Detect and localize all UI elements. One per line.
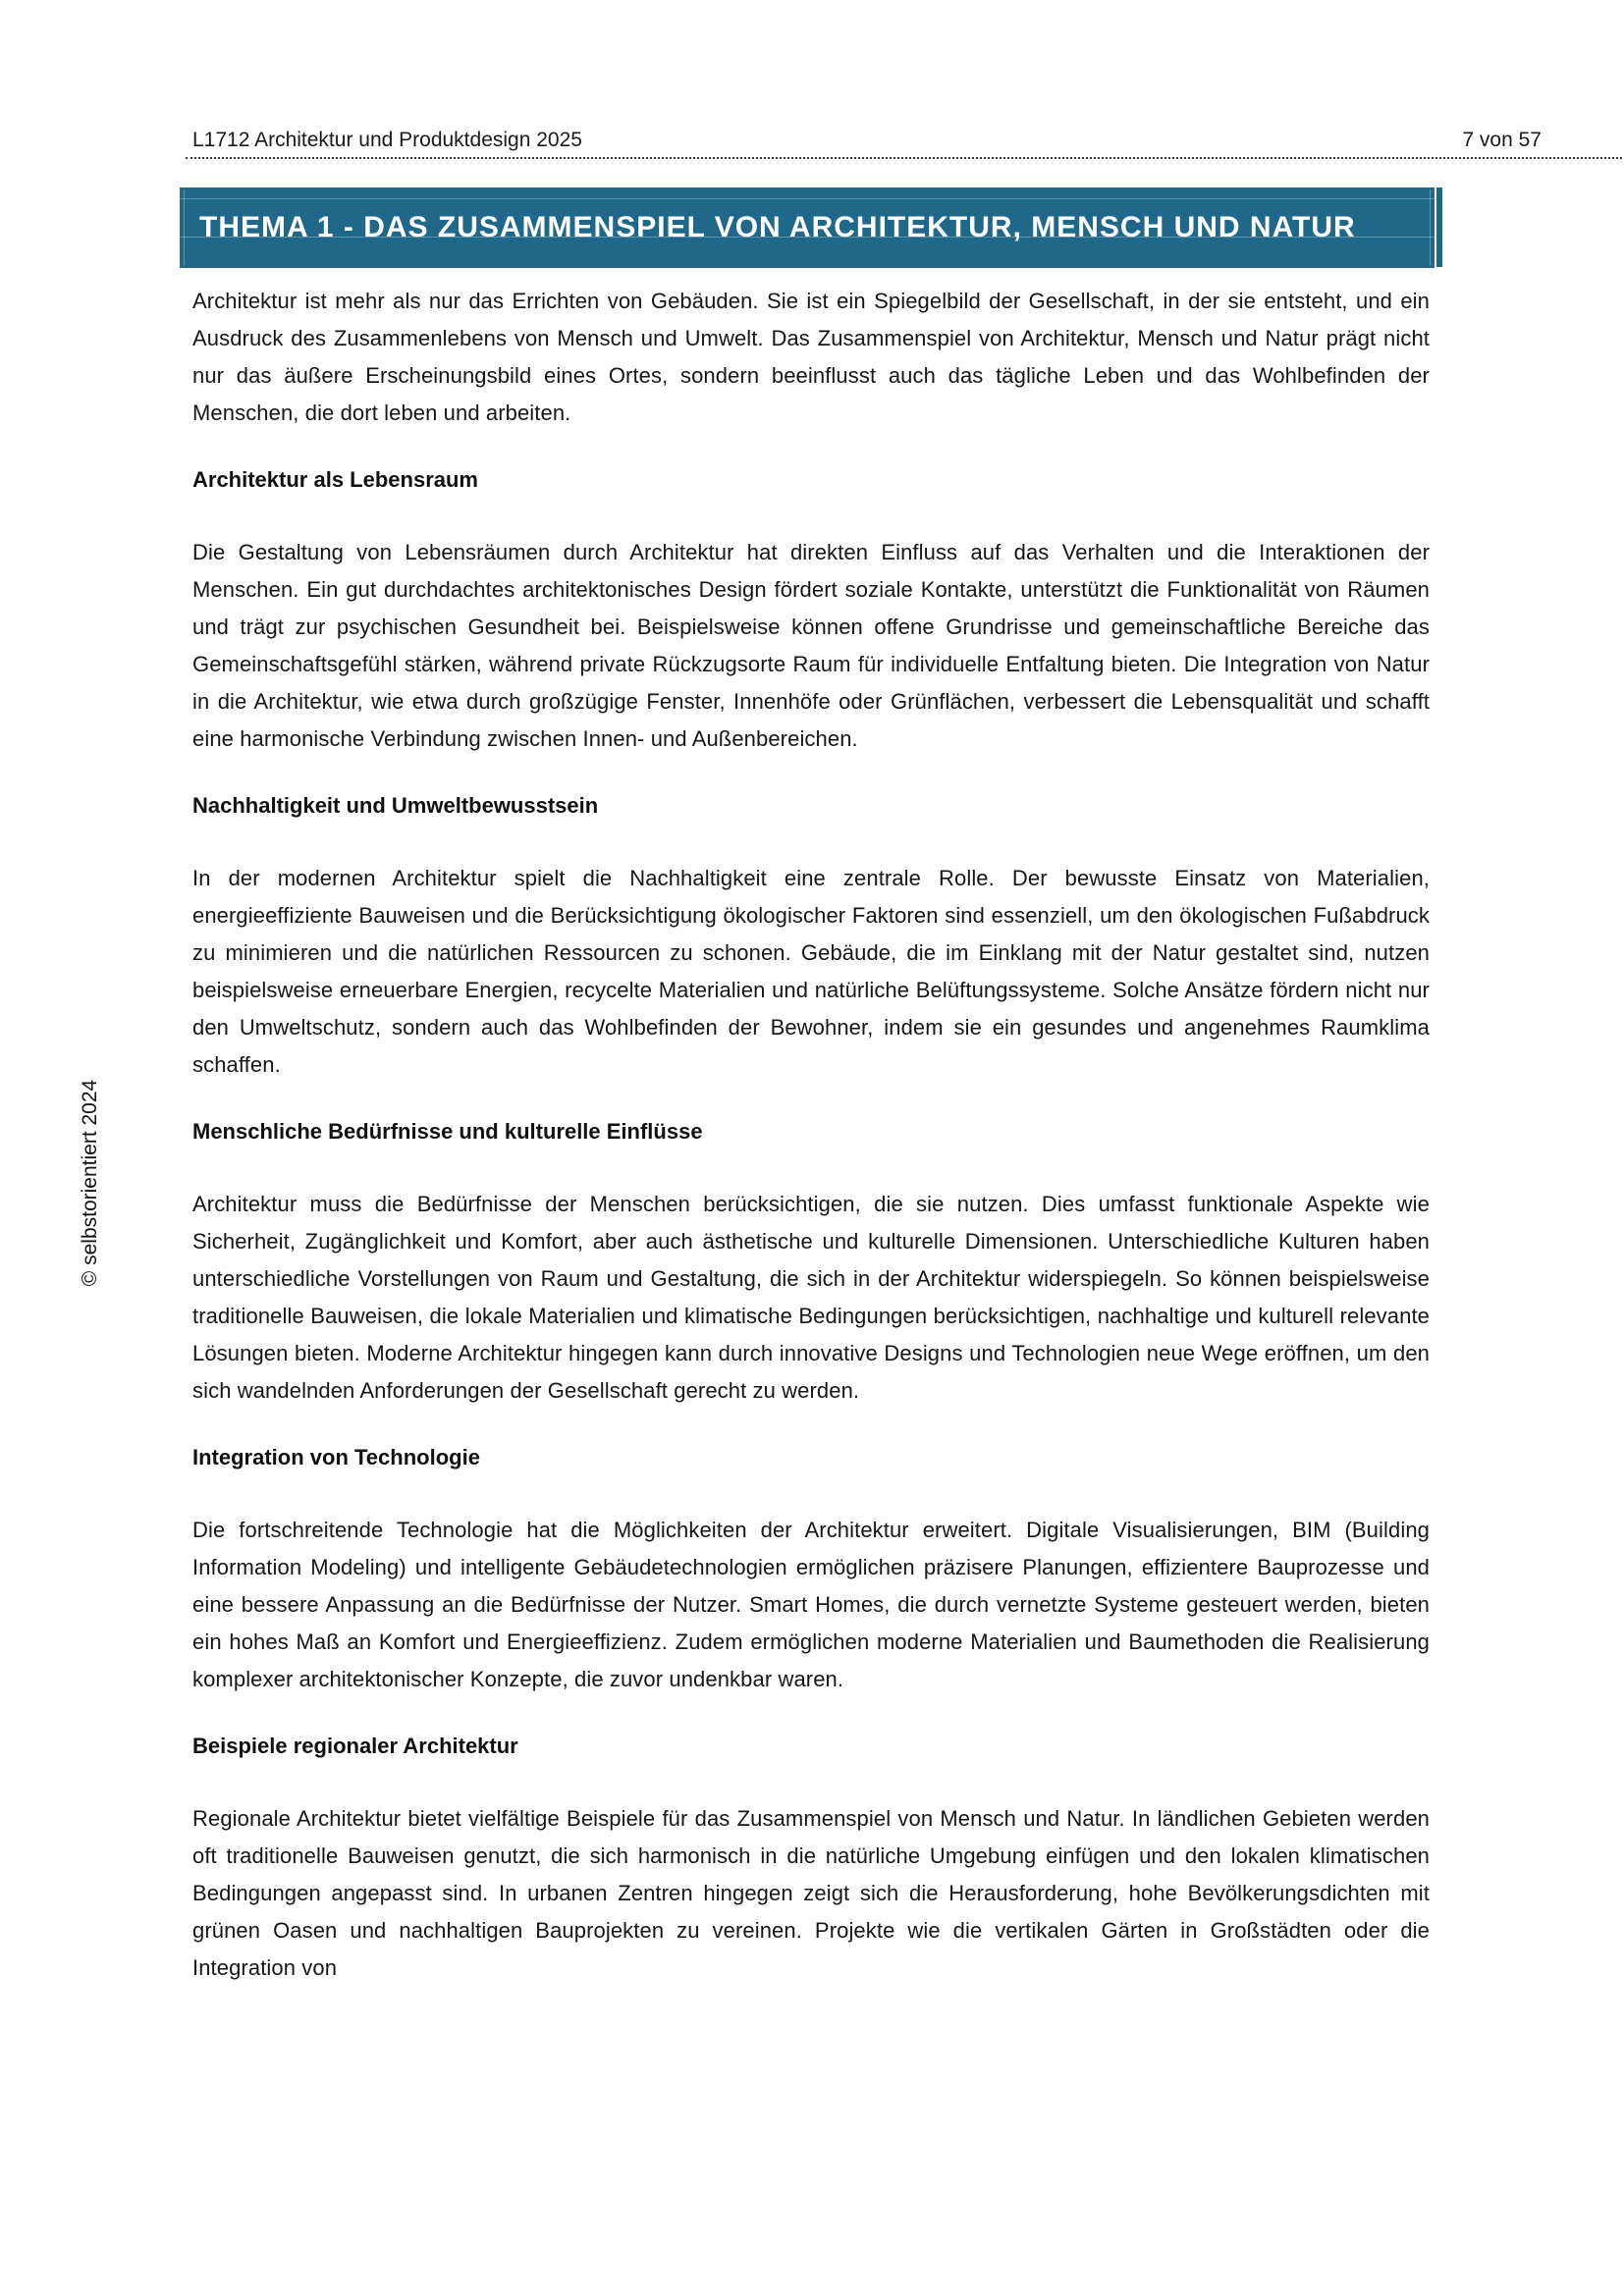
section-paragraph: Regionale Architektur bietet vielfältige Beispiele für das Zusammenspiel von Mensch und Natur. In ländlichen Gebieten werden oft traditionelle Bauweisen genutzt, die sich harmonisch in die natürliche Umgebung einfügen und den lokalen klimatischen Bedingungen angepasst sind. In urbanen Zentren hingegen zeigt sich die Herausforderung, hohe Bevölkerungsdichten mit grünen Oasen und nachhaltigen Bauprojekten zu vereinen. Projekte wie die vertikalen Gärten in Großstädten oder die Integration von xyxy=(192,1806,1430,1980)
header-course-title: L1712 Architektur und Produktdesign 2025 xyxy=(192,129,582,151)
section-paragraph: In der modernen Architektur spielt die Nachhaltigkeit eine zentrale Rolle. Der bewusste Einsatz von Materialien, energieeffiziente Bauweisen und die Berücksichtigung ökologischer Faktoren sind essenziell, um den ökologischen Fußabdruck zu minimieren und die natürlichen Ressourcen zu schonen. Gebäude, die im Einklang mit der Natur gestaltet sind, nutzen beispielsweise erneuerbare Energien, recycelte Materialien und natürliche Belüftungssysteme. Solche Ansätze fördern nicht nur den Umweltschutz, sondern auch das Wohlbefinden der Bewohner, indem sie ein gesundes und angenehmes Raumklima schaffen. xyxy=(192,866,1430,1077)
section-paragraph: Architektur ist mehr als nur das Errichten von Gebäuden. Sie ist ein Spiegelbild der Gesellschaft, in der sie entsteht, und ein Ausdruck des Zusammenlebens von Mensch und Umwelt. Das Zusammenspiel von Architektur, Mensch und Natur prägt nicht nur das äußere Erscheinungsbild eines Ortes, sondern beeinflusst auch das tägliche Leben und das Wohlbefinden der Menschen, die dort leben und arbeiten. xyxy=(192,289,1430,425)
header-page-number: 7 von 57 xyxy=(1462,129,1542,151)
section-paragraph: Die fortschreitende Technologie hat die Möglichkeiten der Architektur erweitert. Digitale Visualisierungen, BIM (Building Information Modeling) und intelligente Gebäudetechnologien ermöglichen präzisere Planungen, effizientere Bauprozesse und eine bessere Anpassung an die Bedürfnisse der Nutzer. Smart Homes, die durch vernetzte Systeme gesteuert werden, bieten ein hohes Maß an Komfort und Energieeffizienz. Zudem ermöglichen moderne Materialien und Baumethoden die Realisierung komplexer architektonischer Konzepte, die zuvor undenkbar waren. xyxy=(192,1518,1430,1691)
document-body xyxy=(192,283,1430,2016)
header-divider xyxy=(186,157,1622,159)
section-heading: Nachhaltigkeit und Umweltbewusstsein xyxy=(192,793,599,818)
copyright-watermark: © selbstorientiert 2024 xyxy=(79,1079,101,1287)
topic-title: THEMA 1 - DAS ZUSAMMENSPIEL VON ARCHITEKTUR, MENSCH UND NATUR xyxy=(199,211,1356,243)
section-paragraph: Architektur muss die Bedürfnisse der Menschen berücksichtigen, die sie nutzen. Dies umfasst funktionale Aspekte wie Sicherheit, Zugänglichkeit und Komfort, aber auch ästhetische und kulturelle Dimensionen. Unterschiedliche Kulturen haben unterschiedliche Vorstellungen von Raum und Gestaltung, die sich in der Architektur widerspiegeln. So können beispielsweise traditionelle Bauweisen, die lokale Materialien und klimatische Bedingungen berücksichtigen, nachhaltige und kulturell relevante Lösungen bieten. Moderne Architektur hingegen kann durch innovative Designs und Technologien neue Wege eröffnen, um den sich wandelnden Anforderungen der Gesellschaft gerecht zu werden. xyxy=(192,1192,1430,1403)
topic-banner xyxy=(180,187,1442,268)
section-heading: Menschliche Bedürfnisse und kulturelle Einflüsse xyxy=(192,1119,703,1144)
section-heading: Architektur als Lebensraum xyxy=(192,467,478,492)
section-heading: Beispiele regionaler Architektur xyxy=(192,1734,518,1758)
section-heading: Integration von Technologie xyxy=(192,1445,480,1469)
section-paragraph: Die Gestaltung von Lebensräumen durch Architektur hat direkten Einfluss auf das Verhalten und die Interaktionen der Menschen. Ein gut durchdachtes architektonisches Design fördert soziale Kontakte, unterstützt die Funktionalität von Räumen und trägt zur psychischen Gesundheit bei. Beispielsweise können offene Grundrisse und gemeinschaftliche Bereiche das Gemeinschaftsgefühl stärken, während private Rückzugsorte Raum für individuelle Entfaltung bieten. Die Integration von Natur in die Architektur, wie etwa durch großzügige Fenster, Innenhöfe oder Grünflächen, verbessert die Lebensqualität und schafft eine harmonische Verbindung zwischen Innen- und Außenbereichen. xyxy=(192,540,1430,751)
page-header xyxy=(192,129,1542,152)
topic-banner-edge xyxy=(1436,187,1442,267)
topic-banner-background xyxy=(180,187,1435,268)
